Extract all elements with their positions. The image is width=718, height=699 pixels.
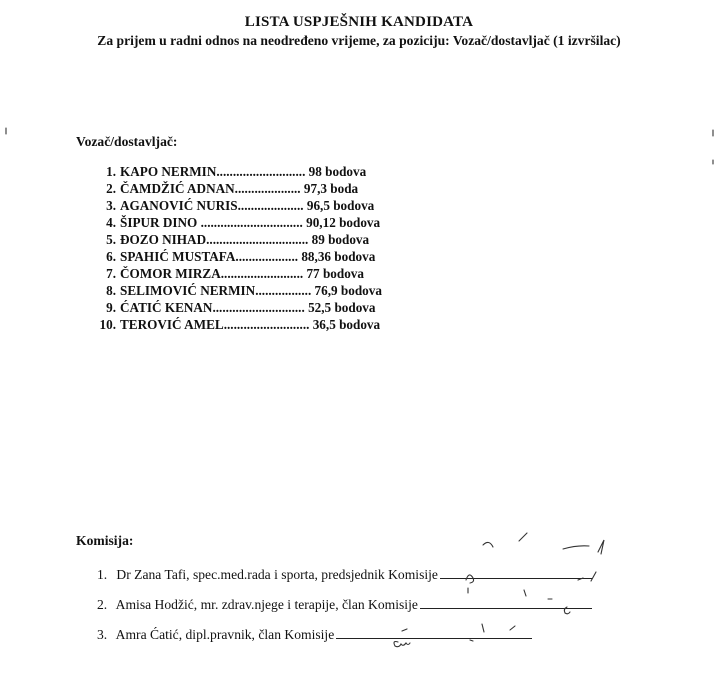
leader-dots: ....................	[237, 198, 304, 213]
candidate-score: 89 bodova	[311, 232, 370, 247]
candidate-number: 7.	[106, 266, 116, 281]
document-title: LISTA USPJEŠNIH KANDIDATA	[244, 14, 474, 30]
candidate-score: 36,5 bodova	[312, 317, 381, 332]
leader-dots: ..........................	[223, 317, 310, 332]
leader-dots: ....................	[234, 181, 301, 196]
member-text: Dr Zana Tafi, spec.med.rada i sporta, predsjednik Komisije	[116, 567, 438, 582]
candidate-number: 4.	[106, 215, 116, 230]
member-text: Amisa Hodžić, mr. zdrav.njege i terapije, član Komisije	[115, 597, 418, 612]
member-number: 1.	[97, 567, 108, 582]
candidate-name: ŠIPUR DINO	[120, 215, 198, 230]
candidate-name: TEROVIĆ AMEL	[120, 317, 224, 332]
candidate-number: 9.	[106, 300, 116, 315]
candidate-score: 98 bodova	[308, 164, 367, 179]
candidate-score: 88,36 bodova	[301, 249, 376, 264]
leader-dots: ...............................	[206, 232, 309, 247]
candidate-score: 76,9 bodova	[314, 283, 382, 298]
candidate-score: 97,3 boda	[303, 181, 359, 196]
member-number: 3.	[97, 627, 108, 642]
candidate-score: 96,5 bodova	[306, 198, 375, 213]
candidate-number: 3.	[106, 198, 116, 213]
member-text: Amra Ćatić, dipl.pravnik, član Komisije	[115, 627, 335, 642]
candidate-number: 5.	[106, 232, 116, 247]
leader-dots: ............................	[212, 300, 305, 315]
candidate-name: ĆATIĆ KENAN	[120, 300, 213, 315]
leader-dots: ...........................	[216, 164, 306, 179]
leader-dots: ...............................	[200, 215, 303, 230]
candidate-name: SELIMOVIĆ NERMIN	[120, 283, 256, 298]
candidate-name: KAPO NERMIN	[120, 164, 217, 179]
leader-dots: .................	[255, 283, 312, 298]
candidate-name: SPAHIĆ MUSTAFA	[120, 249, 236, 264]
candidate-name: ĐOZO NIHAD	[120, 232, 207, 247]
candidate-number: 6.	[106, 249, 116, 264]
commission-label: Komisija:	[76, 533, 134, 548]
candidate-number: 1.	[106, 164, 116, 179]
candidate-score: 90,12 bodova	[306, 215, 381, 230]
section-label: Vozač/dostavljač:	[76, 134, 178, 149]
member-number: 2.	[97, 597, 108, 612]
candidate-number: 10.	[99, 317, 116, 332]
leader-dots: ...................	[235, 249, 299, 264]
candidate-name: AGANOVIĆ NURIS	[120, 198, 238, 213]
document-subtitle: Za prijem u radni odnos na neodređeno vrijeme, za poziciju: Vozač/dostavljač (1 izvršilac)	[97, 33, 621, 48]
candidate-score: 77 bodova	[306, 266, 364, 281]
candidate-name: ČOMOR MIRZA	[120, 266, 221, 281]
candidate-number: 8.	[106, 283, 116, 298]
candidate-score: 52,5 bodova	[308, 300, 376, 315]
candidate-number: 2.	[106, 181, 116, 196]
candidate-name: ČAMDŽIĆ ADNAN	[120, 181, 235, 196]
leader-dots: .........................	[220, 266, 304, 281]
